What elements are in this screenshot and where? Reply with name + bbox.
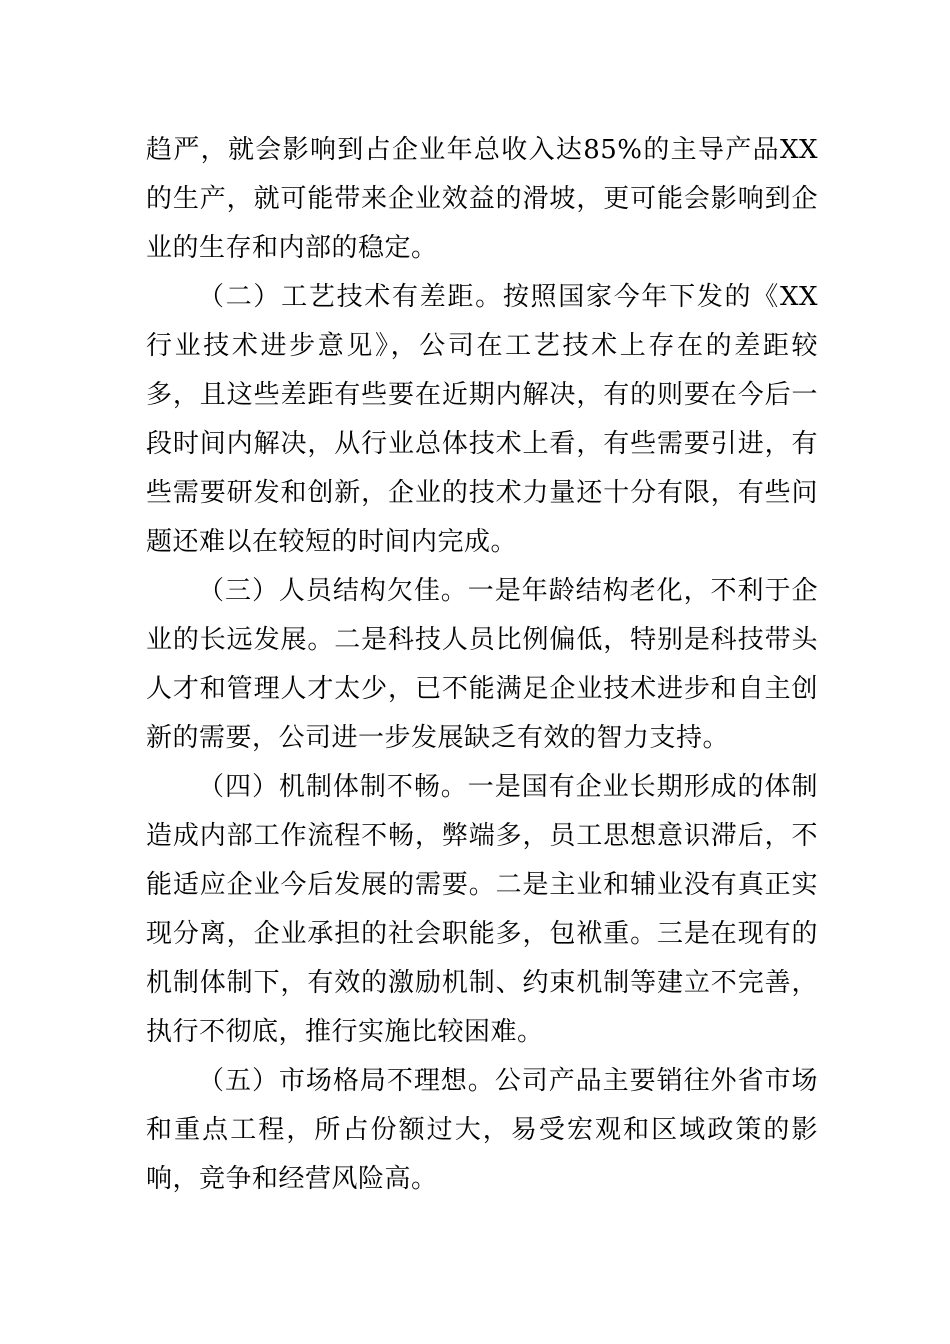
paragraph-section-4: （四）机制体制不畅。一是国有企业长期形成的体制造成内部工作流程不畅，弊端多，员工思想意识滞后，不能适应企业今后发展的需要。二是主业和辅业没有真正实现分离，企业承担的社会职能多，包袱重。三是在现有的机制体制下，有效的激励机制、约束机制等建立不完善，执行不彻底，推行实施比较困难。	[146, 772, 818, 1047]
paragraph-section-3: （三）人员结构欠佳。一是年龄结构老化，不利于企业的长远发展。二是科技人员比例偏低，特别是科技带头人才和管理人才太少，已不能满足企业技术进步和自主创新的需要，公司进一步发展缺乏有效的智力支持。	[146, 576, 818, 753]
paragraph-section-5: （五）市场格局不理想。公司产品主要销往外省市场和重点工程，所占份额过大，易受宏观和区域政策的影响，竞争和经营风险高。	[146, 1066, 818, 1194]
paragraph-section-2: （二）工艺技术有差距。按照国家今年下发的《XX行业技术进步意见》，公司在工艺技术上存在的差距较多，且这些差距有些要在近期内解决，有的则要在今后一段时间内解决，从行业总体技术上看，有些需要引进，有些需要研发和创新，企业的技术力量还十分有限，有些问题还难以在较短的时间内完成。	[146, 282, 818, 557]
paragraph-continuation: 趋严，就会影响到占企业年总收入达85%的主导产品XX的生产，就可能带来企业效益的滑坡，更可能会影响到企业的生存和内部的稳定。	[146, 135, 818, 263]
document-page	[146, 126, 818, 1204]
